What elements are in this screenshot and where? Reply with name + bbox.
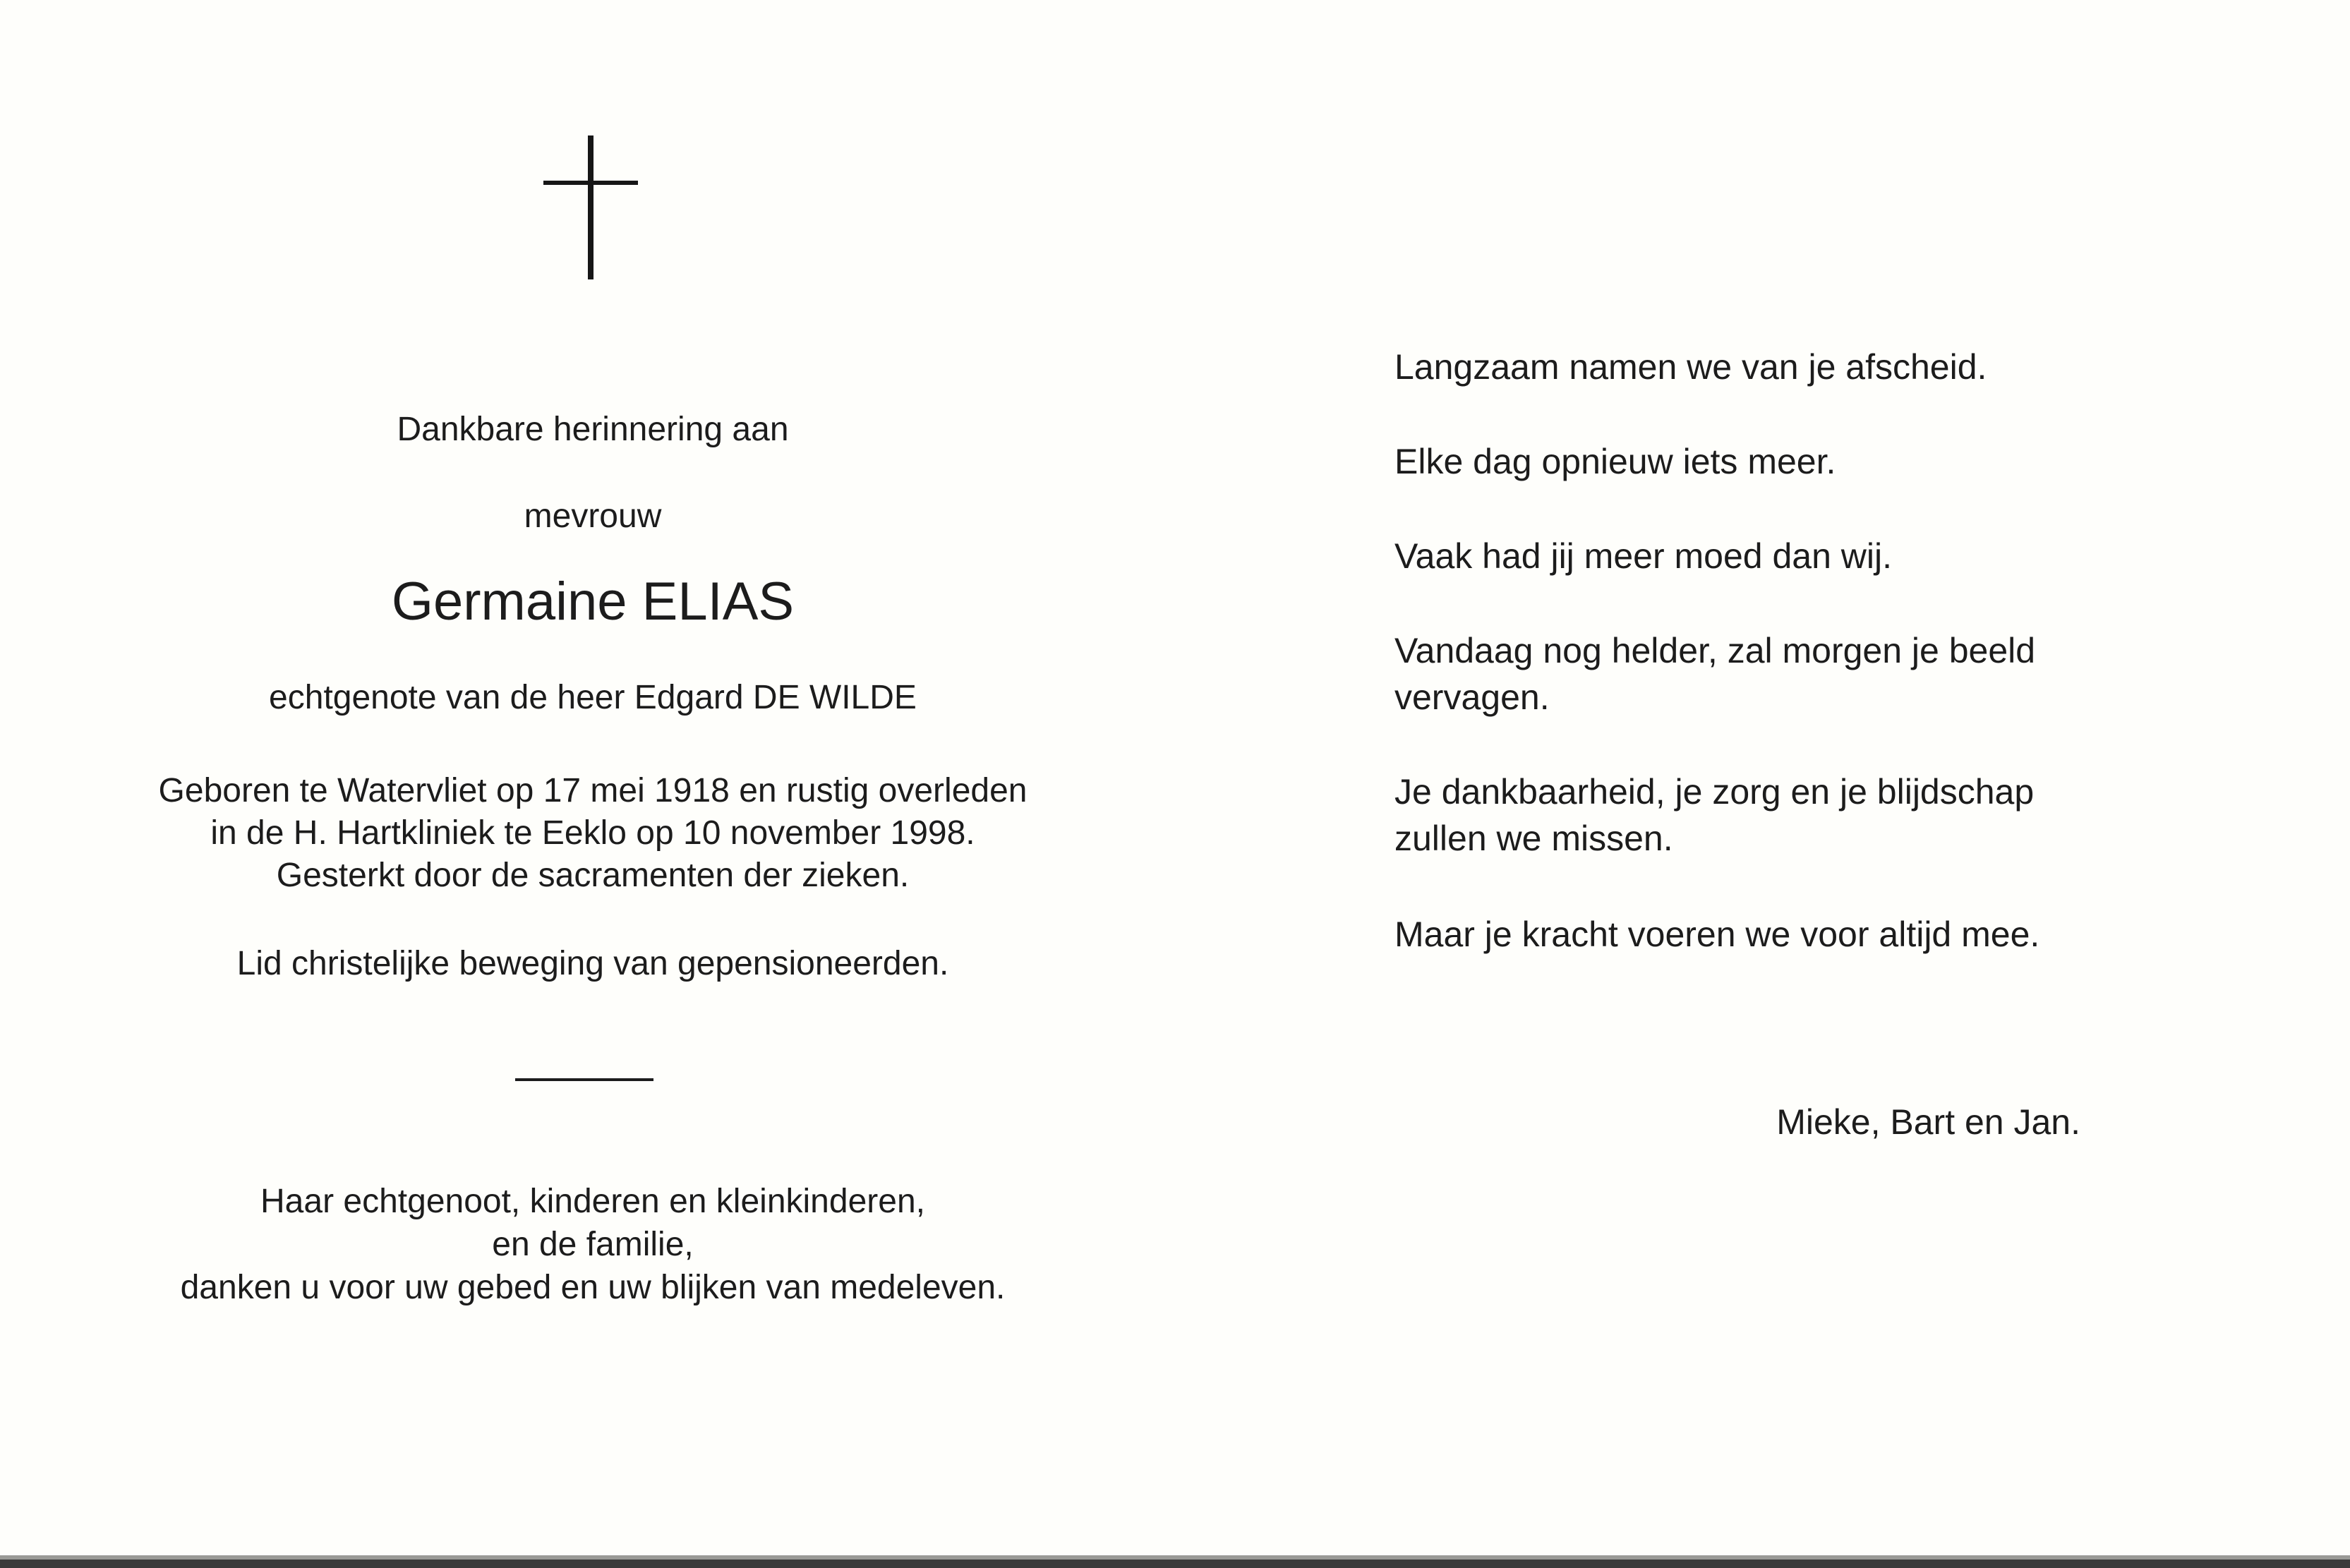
sacrament-text: Gesterkt door de sacramenten der zieken. <box>276 857 910 894</box>
card-bottom-edge <box>0 1560 2350 1568</box>
section-divider <box>515 1078 653 1081</box>
poem-line-2: Elke dag opnieuw iets meer. <box>1394 442 1836 481</box>
title-text: mevrouw <box>524 497 662 535</box>
poem-line-6: Je dankbaarheid, je zorg en je blijdschap <box>1394 772 2035 812</box>
cross-icon <box>543 135 638 279</box>
poem-line-4: Vandaag nog helder, zal morgen je beeld <box>1394 631 2036 670</box>
birth-text: Geboren te Watervliet op 17 mei 1918 en rustig overleden <box>158 772 1028 809</box>
signature-text: Mieke, Bart en Jan. <box>1776 1102 2080 1142</box>
poem-line-8: Maar je kracht voeren we voor altijd mee. <box>1394 915 2040 954</box>
deceased-name: Germaine ELIAS <box>391 572 795 632</box>
thanks-line-2: en de familie, <box>492 1226 694 1263</box>
intro-text: Dankbare herinnering aan <box>397 411 789 448</box>
membership-text: Lid christelijke beweging van gepensioneerden. <box>236 945 949 982</box>
thanks-line-1: Haar echtgenoot, kinderen en kleinkinderen, <box>260 1183 925 1220</box>
poem-line-1: Langzaam namen we van je afscheid. <box>1394 347 1987 387</box>
poem-line-5: vervagen. <box>1394 677 1550 717</box>
death-text: in de H. Hartkliniek te Eeklo op 10 november 1998. <box>210 814 975 852</box>
poem-line-3: Vaak had jij meer moed dan wij. <box>1394 536 1892 576</box>
poem-line-7: zullen we missen. <box>1394 819 1673 858</box>
cross-vertical-bar <box>588 135 593 279</box>
cross-horizontal-bar <box>543 181 638 185</box>
thanks-line-3: danken u voor uw gebed en uw blijken van medeleven. <box>180 1269 1006 1306</box>
spouse-text: echtgenote van de heer Edgard DE WILDE <box>269 679 917 716</box>
